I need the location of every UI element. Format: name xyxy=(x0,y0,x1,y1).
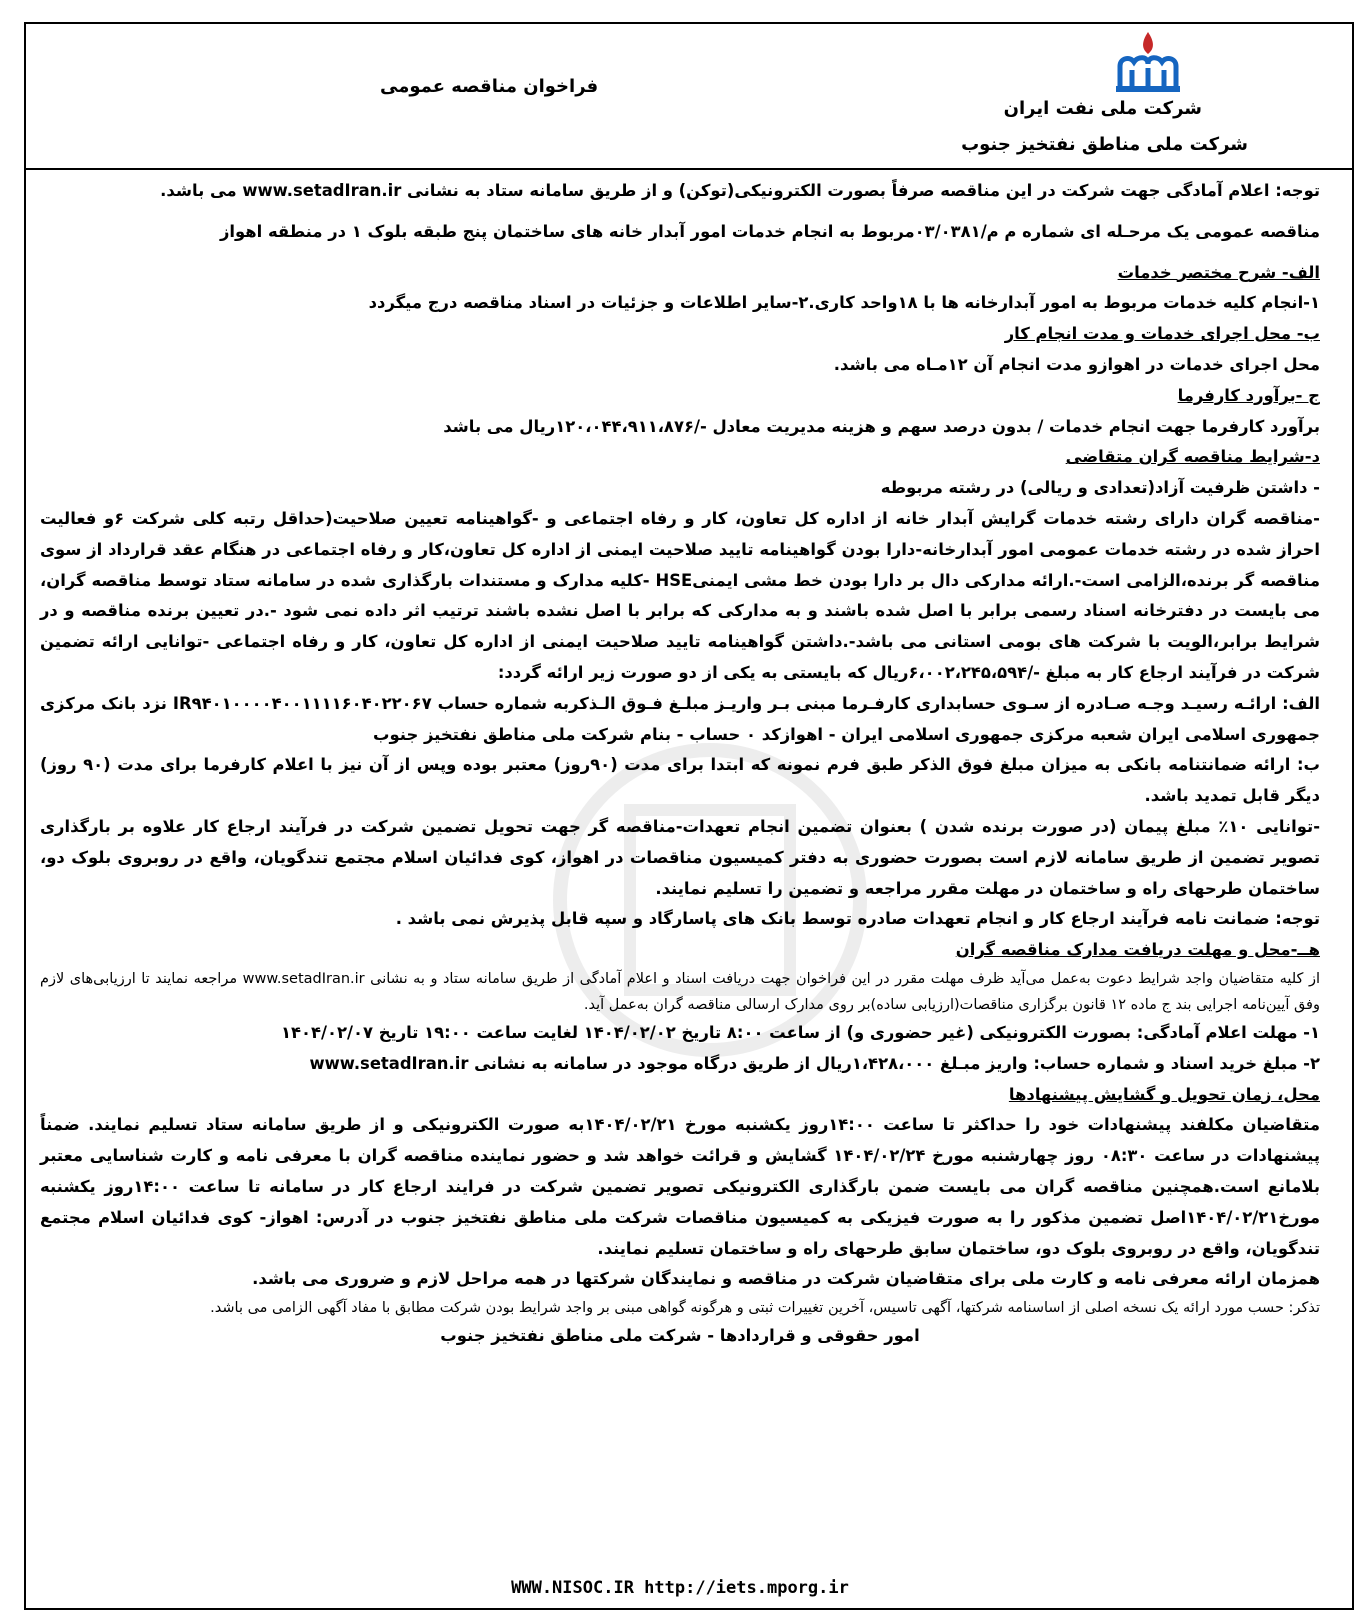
section-dal-heading: د-شرایط مناقصه گران متقاضی xyxy=(1065,447,1320,467)
section-alef-heading: الف- شرح مختصر خدمات xyxy=(1117,262,1320,282)
section-alef-text: ۱-انجام کلیه خدمات مربوط به امور آبدارخانه ها با ۱۸واحد کاری.۲-سایر اطلاعات و جزئیات در اسناد مناقصه درج میگردد xyxy=(368,293,1320,313)
section-jim-text: برآورد کارفرما جهت انجام خدمات / بدون درصد سهم و هزینه مدیریت معادل -/۱۲۰،۰۴۴،۹۱۱،۸۷۶ریال می باشد xyxy=(443,416,1320,436)
section-he-heading: هــ-محل و مهلت دریافت مدارک مناقصه گران xyxy=(955,940,1320,960)
ability-paragraph: -توانایی ۱۰٪ مبلغ پیمان (در صورت برنده شدن ) بعنوان تضمین انجام تعهدات-مناقصه گر جهت تحویل تضمین شرکت در فرآیند ارجاع کار علاوه بر بارگذاری تصویر تضمین از طریق سامانه لازم است بصورت حضوری به دفتر کمیسیون مناقصات در اهواز، کوی فدائیان اسلام مجتمع تندگویان، واقع در روبروی بلوک دو، ساختمان طرحهای راه و ساختمان در مهلت مقرر مراجعه و تضمین را تسلیم نمایند. xyxy=(40,816,1320,898)
department-signature: امور حقوقی و قراردادها - شرکت ملی مناطق نفتخیز جنوب xyxy=(440,1326,920,1346)
nioc-logo xyxy=(1112,30,1184,96)
reminder-note: تذکر: حسب مورد ارائه یک نسخه اصلی از اساسنامه شرکتها، آگهی تاسیس، آخرین تغییرات ثبتی و هرگونه گواهی مبنی بر واجد شرایط بودن شرکت مطابق با مفاد آگهی الزامی می باشد. xyxy=(210,1300,1320,1317)
note-electronic: توجه: اعلام آمادگی جهت شرکت در این مناقصه صرفاً بصورت الکترونیکی(توکن) و از طریق سامانه ستاد به نشانی www.setadIran.ir می باشد. xyxy=(160,181,1320,200)
section-be-text: محل اجرای خدمات در اهوازو مدت انجام آن ۱۲مـاه می باشد. xyxy=(833,354,1320,374)
footer-websites: WWW.NISOC.IR http://iets.mporg.ir xyxy=(511,1578,849,1598)
section-jim-heading: ج -برآورد کارفرما xyxy=(1177,385,1320,405)
delivery-heading: محل، زمان تحویل و گشایش پیشنهادها xyxy=(1008,1084,1320,1104)
section-be-heading: ب- محل اجرای خدمات و مدت انجام کار xyxy=(1004,324,1320,344)
note-banks: توجه: ضمانت نامه فرآیند ارجاع کار و انجام تعهدات صادره توسط بانک های پاسارگاد و سپه قابل پذیرش نمی باشد . xyxy=(395,909,1320,929)
page-title: فراخوان مناقصه عمومی xyxy=(380,76,599,97)
delivery-text: متقاضیان مکلفند پیشنهادات خود را حداکثر تا ساعت ۱۴:۰۰روز یکشنبه مورخ ۱۴۰۴/۰۲/۲۱به صورت الکترونیکی و از طریق سامانه ستاد تسلیم نمایند. ضمناً پیشنهادات در ساعت ۰۸:۳۰ روز چهارشنبه مورخ ۱۴۰۴/۰۲/۲۴ گشایش و قرائت خواهد شد و حضور نماینده مناقصه گران با معرفی نامه و کارت شناسایی معتبر بلامانع است.همچنین مناقصه گران می بایست ضمن بارگذاری الکترونیکی تصویر تضمین شرکت در فرایند ارجاع کار در سامانه تا ساعت ۱۴:۰۰روز یکشنبه مورخ۱۴۰۴/۰۲/۲۱اصل تضمین مذکور را به صورت فیزیکی به کمیسیون مناقصات شرکت ملی مناطق نفتخیز جنوب در آدرس: اهواز- کوی فدائیان اسلام مجتمع تندگویان، واقع در روبروی بلوک دو، ساختمان سابق طرحهای راه و ساختمان تسلیم نمایند. xyxy=(40,1115,1320,1258)
subsidiary-name: شرکت ملی مناطق نفتخیز جنوب xyxy=(961,134,1248,155)
section-he-text: از کلیه متقاضیان واجد شرایط دعوت به‌عمل می‌آید ظرف مهلت مقرر در این فراخوان جهت دریافت اسناد و اعلام آمادگی از طریق سامانه ستاد و به نشانی www.setadIran.ir مراجعه نمایند تا ارزیابی‌های لازم وفق آیین‌نامه اجرایی بند ج ماده ۱۲ قانون برگزاری مناقصات(ارزیابی ساده)بر روی مدارک ارسالی مناقصه گران به‌عمل آید. xyxy=(40,970,1320,1013)
announcement-body xyxy=(40,176,1320,1352)
guarantee-option-a: الف: ارائـه رسیـد وجـه صـادره از سـوی حسابداری کارفـرما مبنی بـر واریـز مبلـغ فـوق الـذکربه شماره حساب IR۹۴۰۱۰۰۰۰۴۰۰۱۱۱۱۶۰۴۰۲۲۰۶۷ نزد بانک مرکزی جمهوری اسلامی ایران شعبه مرکزی جمهوری اسلامی ایران - اهوازکد ۰ حساب - بنام شرکت ملی مناطق نفتخیز جنوب xyxy=(40,693,1320,744)
simultaneous-note: همزمان ارائه معرفی نامه و کارت ملی برای متقاضیان شرکت در مناقصه و نمایندگان شرکتها در همه مراحل لازم و ضروری می باشد. xyxy=(252,1269,1320,1289)
guarantee-option-b: ب: ارائه ضمانتنامه بانکی به میزان مبلغ فوق الذکر طبق فرم نمونه که ابتدا برای مدت (۹۰روز) معتبر بوده وپس از آن نیز با اعلام کارفرما برای مدت (۹۰ روز) دیگر قابل تمدید باشد. xyxy=(40,755,1320,806)
deadline-purchase: ۲- مبلغ خرید اسناد و شماره حساب: واریز مبـلغ ۱،۴۲۸،۰۰۰ریال از طریق درگاه موجود در سامانه به نشانی www.setadIran.ir xyxy=(309,1053,1320,1073)
deadline-readiness: ۱- مهلت اعلام آمادگی: بصورت الکترونیکی (غیر حضوری و) از ساعت ۸:۰۰ تاریخ ۱۴۰۴/۰۲/۰۲ لغایت ساعت ۱۹:۰۰ تاریخ ۱۴۰۴/۰۲/۰۷ xyxy=(281,1022,1320,1042)
tender-subject: مناقصه عمومی یک مرحـله ای شماره م م/۰۳/۰۳۸۱مربوط به انجام خدمات امور آبدار خانه های ساختمان پنج طبقه بلوک ۱ در منطقه اهواز xyxy=(219,221,1320,241)
condition-capacity: - داشتن ظرفیت آزاد(تعدادی و ریالی) در رشته مربوطه xyxy=(880,478,1320,498)
company-name: شرکت ملی نفت ایران xyxy=(1003,98,1202,119)
condition-paragraph: -مناقصه گران دارای رشته خدمات گرایش آبدار خانه از اداره کل تعاون، کار و رفاه اجتماعی و -گواهینامه تعیین صلاحیت(حداقل رتبه کلی شرکت ۶و فعالیت احراز شده در رشته خدمات عمومی امور آبدارخانه-دارا بودن گواهینامه تایید صلاحیت ایمنی از اداره کل تعاون،کار و رفاه اجتماعی در هنگام عقد قرارداد از سوی مناقصه گر برنده،الزامی است-.ارائه مدارکی دال بر دارا بودن خط مشی ایمنیHSE -کلیه مدارک و مستندات بارگذاری شده در سامانه ستاد توسط مناقصه گران، می بایست در دفترخانه اسناد رسمی برابر با اصل شده باشند و به مدارکی که برابر با اصل نشده باشند ترتیب اثر داده نمی شود -.در تعیین برنده مناقصه و در شرایط برابر،الویت با شرکت های بومی استانی می باشد-.داشتن گواهینامه تایید صلاحیت ایمنی از اداره کل تعاون، کار و رفاه اجتماعی -توانایی ارائه تضمین شرکت در فرآیند ارجاع کار به مبلغ -/۶،۰۰۲،۲۴۵،۵۹۴ریال که بایستی به یکی از دو صورت زیر ارائه گردد: xyxy=(40,508,1320,682)
